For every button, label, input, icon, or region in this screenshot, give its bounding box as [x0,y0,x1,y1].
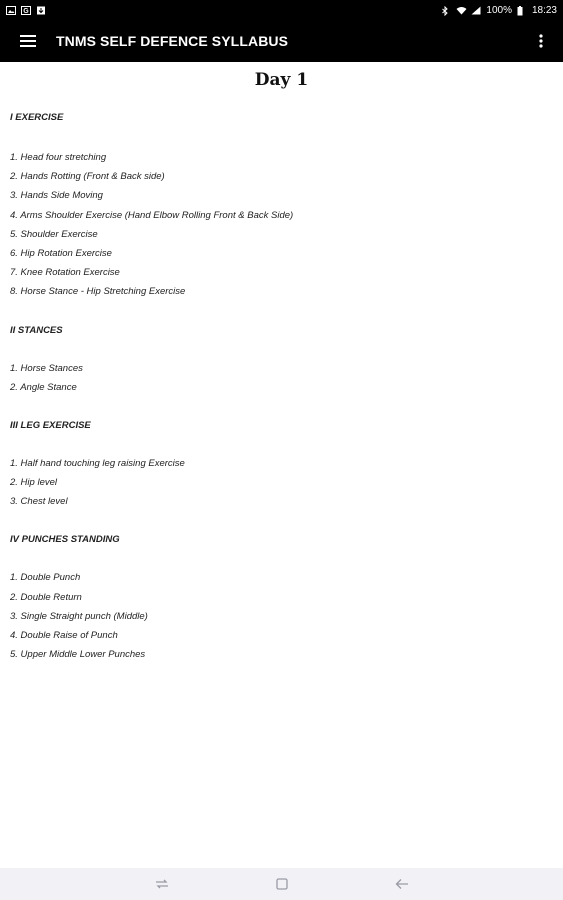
list-item: 5. Shoulder Exercise [10,228,98,240]
status-left-icons [6,6,46,15]
section-leg-exercise [10,420,553,512]
wifi-icon [456,6,466,15]
back-icon[interactable] [392,874,412,894]
list-item: 8. Horse Stance - Hip Stretching Exercise [10,286,186,298]
battery-percent: 100% [486,4,512,16]
list-item: 7. Knee Rotation Exercise [10,267,120,279]
list-item: 3. Hands Side Moving [10,190,103,202]
svg-text:G: G [23,7,29,15]
signal-icon [471,6,481,15]
section-exercise [10,112,553,302]
status-bar [0,0,563,20]
syllabus-content [0,62,563,868]
home-icon[interactable] [272,874,292,894]
section-title: III LEG EXERCISE [10,419,91,431]
item-list [10,568,553,664]
list-item: 2. Hands Rotting (Front & Back side) [10,171,165,183]
download-icon [36,6,46,15]
list-item: 1. Half hand touching leg raising Exercise [10,457,185,469]
day-title: Day 1 [254,70,309,90]
list-item: 4. Arms Shoulder Exercise (Hand Elbow Rolling Front & Back Side) [10,209,294,221]
list-item: 6. Hip Rotation Exercise [10,247,112,259]
navigation-bar [0,868,563,900]
list-item: 3. Chest level [10,496,68,508]
list-item: 2. Hip level [10,477,57,489]
list-item: 5. Upper Middle Lower Punches [10,649,146,661]
item-list [10,359,553,397]
more-vert-icon[interactable] [519,20,563,62]
list-item: 2. Angle Stance [10,381,77,393]
bluetooth-icon [441,6,451,15]
item-list [10,454,553,512]
list-item: 4. Double Raise of Punch [10,630,118,641]
list-item: 3. Single Straight punch (Middle) [10,610,148,622]
battery-icon [517,6,527,15]
section-title: IV PUNCHES STANDING [10,534,120,546]
hamburger-menu-icon[interactable] [0,20,56,62]
item-list [10,148,553,302]
section-punches-standing [10,534,553,664]
section-title: II STANCES [10,324,63,336]
list-item: 1. Horse Stances [10,362,83,374]
app-title: TNMS SELF DEFENCE SYLLABUS [56,33,289,49]
status-time: 18:23 [531,4,557,16]
app-bar [0,20,563,62]
list-item: 1. Head four stretching [10,152,107,163]
section-title: I EXERCISE [10,112,64,123]
section-stances [10,325,553,397]
status-right-icons [441,5,557,16]
google-icon [21,6,31,15]
recent-apps-icon[interactable] [152,874,172,894]
gallery-icon [6,6,16,15]
list-item: 1. Double Punch [10,572,81,584]
list-item: 2. Double Return [10,591,82,603]
